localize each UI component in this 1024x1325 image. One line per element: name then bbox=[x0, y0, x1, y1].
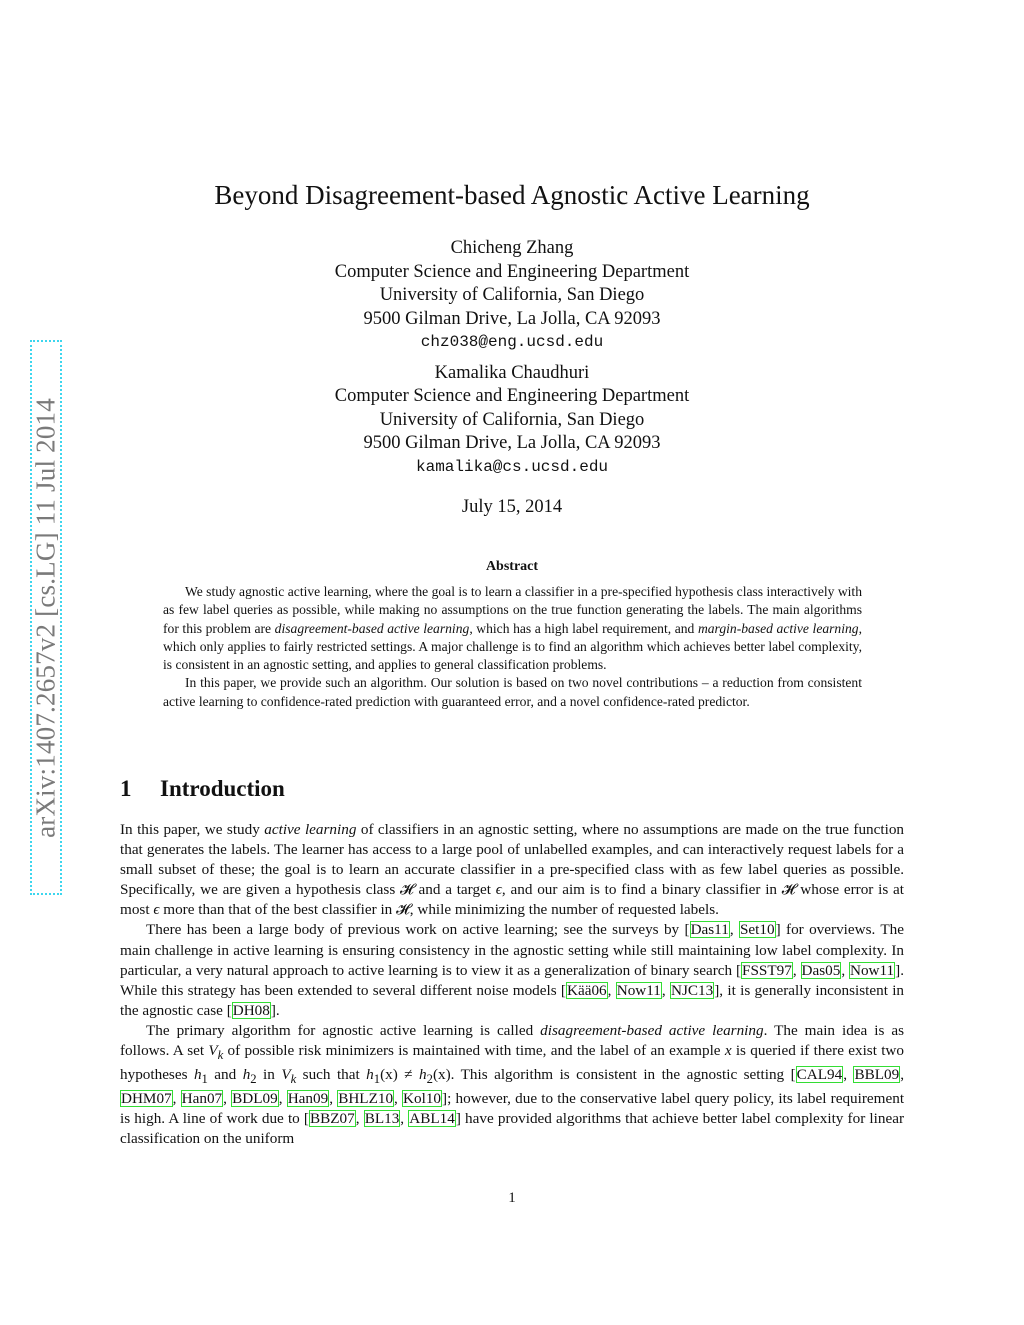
citation-link[interactable]: DHM07 bbox=[121, 1090, 172, 1108]
author-address: 9500 Gilman Drive, La Jolla, CA 92093 bbox=[363, 433, 661, 453]
citation-link[interactable]: Han09 bbox=[287, 1090, 329, 1108]
citation-link[interactable]: Set10 bbox=[739, 921, 775, 939]
citation-link[interactable]: Das05 bbox=[801, 961, 841, 979]
citation-link[interactable]: NJC13 bbox=[671, 981, 714, 999]
citation-link[interactable]: BHLZ10 bbox=[338, 1090, 394, 1108]
section-heading bbox=[120, 776, 285, 802]
citation-link[interactable]: DH08 bbox=[232, 1001, 270, 1019]
author-name: Kamalika Chaudhuri bbox=[434, 362, 590, 383]
citation-link[interactable]: Das11 bbox=[690, 921, 729, 939]
citation-link[interactable]: BL13 bbox=[364, 1110, 400, 1128]
abstract-heading: Abstract bbox=[485, 559, 539, 574]
intro-paragraph: The primary algorithm for agnostic active learning is called disagreement-based active learning. The main idea is as follows. A set $V_k$ of possible risk minimizers is maintained with time, and the label of an example x is queried if there exist two hypotheses $h_1$ and $h_2$ in $V_k$ such that $h_1(x) \ne h_2(x)$. This algorithm is consistent in the agnostic setting [CAL94, BBL09, DHM07, Han07, BDL09, Han09, BHLZ10, Kol10]; however, due to the conservative label query policy, its label requirement is high. A line of work due to [BBZ07, BL13, ABL14] have provided algorithms that achieve better label complexity for linear classification on the uniform bbox=[120, 1021, 905, 1148]
citation-link[interactable]: Kää06 bbox=[567, 981, 607, 999]
citation-link[interactable]: FSST97 bbox=[742, 961, 792, 979]
abstract-paragraph: In this paper, we provide such an algorithm. Our solution is based on two novel contributions – a reduction from consistent active learning to confidence-rated prediction with guaranteed error, and a novel confidence-rated predictor. bbox=[163, 675, 862, 709]
author-univ: University of California, San Diego bbox=[379, 285, 645, 305]
citation-link[interactable]: BDL09 bbox=[232, 1090, 278, 1108]
author-dept: Computer Science and Engineering Department bbox=[334, 261, 690, 282]
intro-body bbox=[120, 820, 904, 1150]
author-address: 9500 Gilman Drive, La Jolla, CA 92093 bbox=[363, 308, 661, 329]
citation-link[interactable]: Han07 bbox=[181, 1090, 223, 1108]
paper-date: July 15, 2014 bbox=[461, 497, 563, 517]
citation-link[interactable]: ABL14 bbox=[409, 1110, 455, 1128]
citation-link[interactable]: Now11 bbox=[616, 981, 661, 999]
intro-paragraph: In this paper, we study active learning of classifiers in an agnostic setting, where no assumptions are made on the true function that generates the labels. The learner has access to a large pool of unlabelled examples, and can interactively request labels for a small subset of these; the goal is to learn an accurate classifier in a pre-specified class with as few label queries as possible. Specifically, we are given a hypothesis class 𝓗 and a target ϵ, and our aim is to find a binary classifier in 𝓗 whose error is at most ϵ more than that of the best classifier in 𝓗, while minimizing the number of requested labels. bbox=[120, 821, 905, 919]
citation-link[interactable]: Now11 bbox=[850, 961, 895, 979]
section-title: Introduction bbox=[160, 776, 285, 801]
abstract-body bbox=[163, 583, 862, 711]
section-number: 1 bbox=[120, 776, 132, 801]
author-dept: Computer Science and Engineering Department bbox=[334, 386, 690, 406]
arxiv-id[interactable]: arXiv:1407.2657v2 [cs.LG] 11 Jul 2014 bbox=[30, 397, 61, 838]
citation-link[interactable]: BBZ07 bbox=[309, 1110, 355, 1128]
author-block bbox=[0, 237, 1024, 479]
paper-title: Beyond Disagreement-based Agnostic Active Learning bbox=[214, 180, 810, 210]
author-email[interactable]: chz038@eng.ucsd.edu bbox=[420, 333, 604, 351]
author-name: Chicheng Zhang bbox=[450, 238, 574, 258]
intro-paragraph: There has been a large body of previous work on active learning; see the surveys by [Das11, Set10] for overviews. The main challenge in active learning is ensuring consistency in the agnostic setting while still maintaining low label complexity. In particular, a very natural approach to active learning is to view it as a generalization of binary search [FSST97, Das05, Now11]. While this strategy has been extended to several different noise models [Kää06, Now11, NJC13], it is generally inconsistent in the agnostic case [DH08]. bbox=[120, 921, 905, 1019]
abstract-paragraph: We study agnostic active learning, where the goal is to learn a classifier in a pre-specified hypothesis class interactively with as few label queries as possible, while making no assumptions on the true function generating the labels. The main algorithms for this problem are disagreement-based active learning, which has a high label requirement, and margin-based active learning, which only applies to fairly restricted settings. A major challenge is to find an algorithm which achieves better label complexity, is consistent in an agnostic setting, and applies to general classification problems. bbox=[163, 584, 863, 673]
citation-link[interactable]: Kol10 bbox=[403, 1090, 442, 1108]
author-email[interactable]: kamalika@cs.ucsd.edu bbox=[415, 457, 609, 476]
citation-link[interactable]: CAL94 bbox=[796, 1066, 843, 1084]
author-univ: University of California, San Diego bbox=[379, 409, 645, 430]
page-number: 1 bbox=[508, 1190, 516, 1206]
citation-link[interactable]: BBL09 bbox=[854, 1066, 900, 1084]
